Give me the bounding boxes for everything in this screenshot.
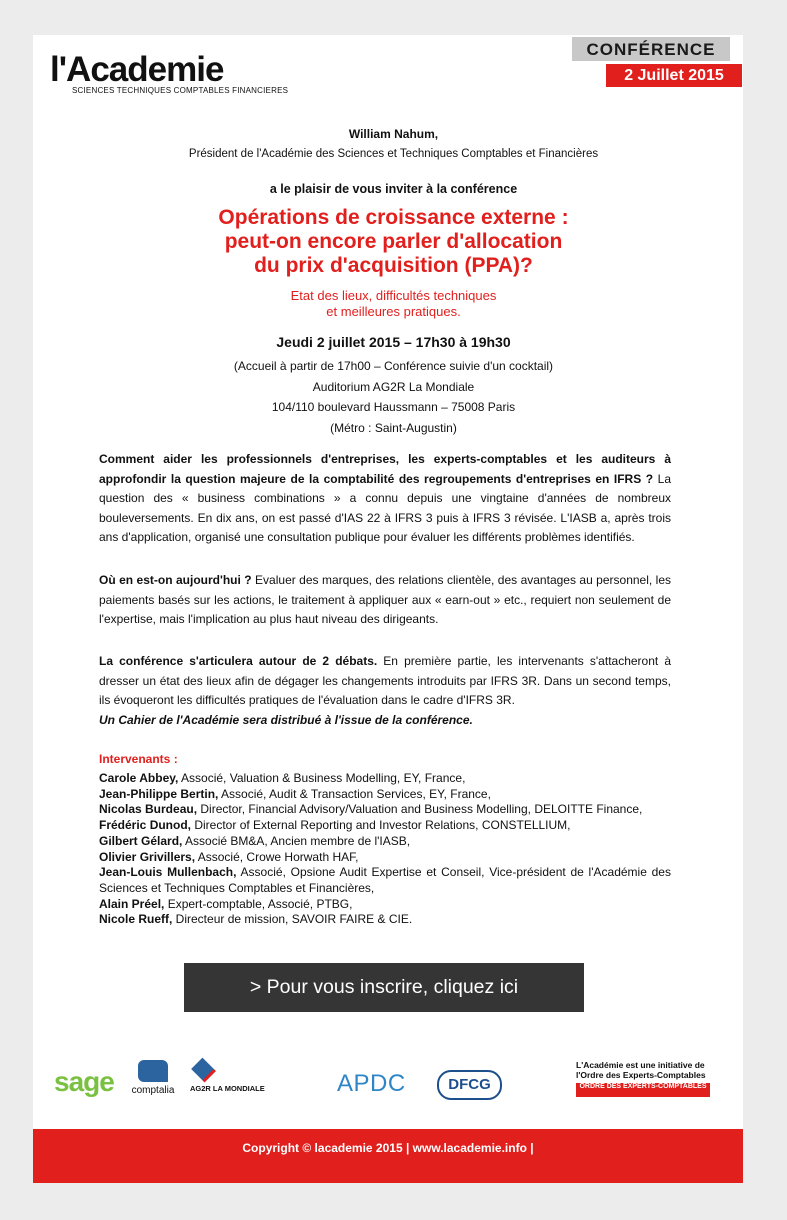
speaker-desc: Associé BM&A, Ancien membre de l'IASB, [182,833,411,848]
conference-title [60,206,727,278]
speaker-item [99,818,671,834]
paragraph-program-text: En première partie, les intervenants s'attacheront à dresser un état des lieux afin de dégager les changements introduits par IFRS 3R. Dans un second temps, ils évoqueront les difficultés pratiques de l'évaluation dans le cadre d'IFRS 3R. [99,654,671,707]
oec-text: L'Académie est une initiative de l'Ordre des Experts-Comptables [576,1060,706,1080]
speaker-desc: Director, Financial Advisory/Valuation and Business Modelling, DELOITTE Finance, [197,802,643,817]
apdc-logo[interactable]: APDC [337,1070,406,1097]
title-line: du prix d'acquisition (PPA)? [254,254,533,277]
paragraph-program-lead: La conférence s'articulera autour de 2 débats. [99,654,378,668]
speaker-name: Olivier Grivillers, [99,849,196,864]
conference-badge: CONFÉRENCE [572,37,730,61]
paragraph-status [99,571,671,630]
ag2r-logo[interactable] [190,1060,270,1100]
comptalia-mark-icon [138,1060,168,1082]
comptalia-label: comptalia [131,1085,175,1096]
logo-wordmark: l'Academie [50,50,224,89]
paragraph-intro-lead: Comment aider les professionnels d'entreprises, les experts-comptables et les auditeurs à approfondir la question majeure de la comptabilité des regroupements d'entreprises en IFRS ? [99,452,671,486]
paragraph-status-lead: Où en est-on aujourd'hui ? [99,573,252,587]
speaker-item [99,897,671,913]
footer-copyright[interactable]: Copyright © lacademie 2015 | www.lacademie.info | [242,1141,534,1155]
date-badge: 2 Juillet 2015 [606,64,742,87]
title-line: Opérations de croissance externe : [218,206,569,229]
speakers-list [99,771,671,928]
event-address: 104/110 boulevard Haussmann – 75008 Paris [271,400,516,414]
speaker-desc: Directeur de mission, SAVOIR FAIRE & CIE. [172,912,413,927]
dfcg-logo[interactable]: DFCG [437,1070,502,1100]
speaker-name: Nicole Rueff, [99,912,173,927]
subtitle-line: et meilleures pratiques. [326,304,461,319]
host-role: Président de l'Académie des Sciences et Techniques Comptables et Financières [188,148,599,160]
speaker-item [99,865,671,896]
speaker-desc: Associé, Audit & Transaction Services, EY, France, [218,786,491,801]
host-name: William Nahum, [348,127,439,141]
speaker-desc: Director of External Reporting and Investor Relations, CONSTELLIUM, [191,818,571,833]
oec-badge: ORDRE DES EXPERTS-COMPTABLES [576,1083,710,1097]
oec-logo[interactable] [576,1060,716,1102]
event-metro: (Métro : Saint-Augustin) [330,420,457,435]
conference-subtitle [60,288,727,320]
speaker-name: Frédéric Dunod, [99,818,192,833]
speaker-name: Jean-Louis Mullenbach, [99,865,237,880]
paragraph-status-text: Evaluer des marques, des relations clientèle, des avantages au personnel, les paiements basés sur les actions, le traitement à appliquer aux « earn-out » etc., requiert non seulement de l'expertise, mais l'implication au plus haut niveau des dirigeants. [99,573,672,626]
speaker-item [99,787,671,803]
speaker-name: Nicolas Burdeau, [99,802,198,817]
comptalia-logo[interactable] [128,1060,178,1100]
academie-logo[interactable] [50,50,289,98]
speaker-desc: Associé, Crowe Horwath HAF, [195,849,359,864]
speaker-name: Jean-Philippe Bertin, [99,786,219,801]
sage-logo[interactable]: sage [54,1066,114,1097]
event-reception: (Accueil à partir de 17h00 – Conférence suivie d'un cocktail) [233,359,554,373]
ag2r-mark-icon [191,1058,216,1083]
partners-bar [0,1060,787,1110]
speaker-item [99,912,671,928]
speaker-item [99,802,671,818]
paragraph-intro [99,450,671,548]
speaker-item [99,850,671,866]
speaker-desc: Expert-comptable, Associé, PTBG, [164,896,353,911]
event-venue: Auditorium AG2R La Mondiale [312,379,475,394]
title-line: peut-on encore parler d'allocation [224,230,563,253]
paragraph-intro-text: La question des « business combinations » a connu depuis une vingtaine d'années de nombreux bouleversements. En dix ans, on est passé d'IAS 22 à IFRS 3 puis à IFRS 3 révisée. L'IASB a, après trois ans d'application, organisé une consultation publique pour évaluer les différents problèmes identifiés. [99,471,671,544]
speaker-item [99,834,671,850]
footer-bar [33,1129,743,1183]
paragraph-program-note: Un Cahier de l'Académie sera distribué à l'issue de la conférence. [99,712,473,727]
logo-subtitle: SCIENCES TECHNIQUES COMPTABLES FINANCIERES [72,86,289,95]
speaker-desc: Associé, Valuation & Business Modelling, EY, France, [178,771,466,785]
speaker-desc: Associé, Opsione Audit Expertise et Conseil, Vice-président de l'Académie des Sciences et Techniques Comptables et Financières, [99,865,671,895]
event-info [60,356,727,438]
subtitle-line: Etat des lieux, difficultés techniques [290,288,497,303]
speaker-name: Gilbert Gélard, [99,833,183,848]
paragraph-program [99,652,671,730]
speaker-name: Carole Abbey, [99,771,179,785]
ag2r-label: AG2R LA MONDIALE [190,1084,265,1093]
register-button[interactable]: > Pour vous inscrire, cliquez ici [184,963,584,1012]
speaker-name: Alain Préel, [99,896,165,911]
event-date: Jeudi 2 juillet 2015 – 17h30 à 19h30 [276,334,511,350]
speaker-item [99,771,671,787]
invite-text: a le plaisir de vous inviter à la conférence [269,182,518,196]
speakers-heading: Intervenants : [99,752,178,766]
